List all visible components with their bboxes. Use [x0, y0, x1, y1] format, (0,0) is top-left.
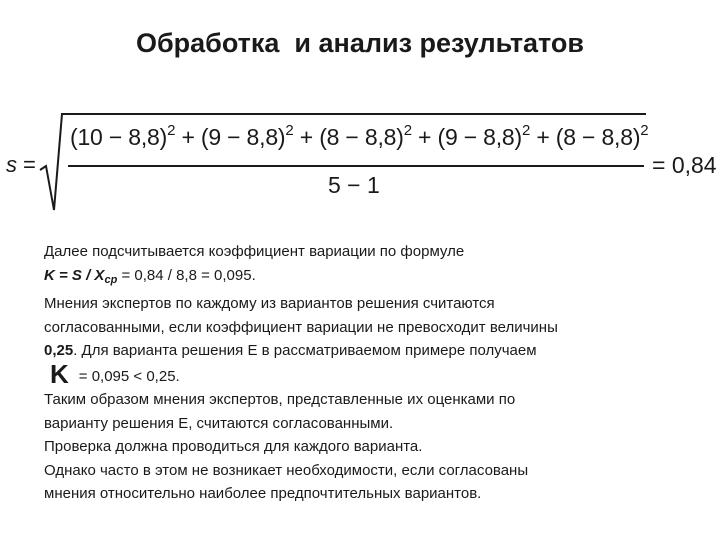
term-4: $(9 - 8,8)^2$	[437, 122, 531, 150]
std-deviation-formula	[6, 108, 718, 220]
text-line-9: Проверка должна проводиться для каждого варианта.	[44, 438, 423, 455]
text-line-1: Далее подсчитывается коэффициент вариации по формуле	[44, 243, 465, 260]
formula-denominator: 5 − 1	[328, 172, 380, 198]
slide-title: Обработка и анализ результатов	[135, 28, 585, 58]
term-3: $(8 - 8,8)^2$	[319, 122, 412, 150]
text-line-7: Таким образом мнения экспертов, представленные их оценками по	[44, 391, 516, 408]
text-line-2: $K = S / X_{ср} = 0,84 / 8,8 = 0,095$.	[44, 266, 256, 286]
text-line-3: Мнения экспертов по каждому из вариантов решения считаются	[44, 295, 495, 312]
text-line-5: 0,25. Для варианта решения Е в рассматриваемом примере получаем	[44, 342, 537, 359]
term-5: $(8 - 8,8)^2$	[555, 122, 649, 150]
term-2: $(9 - 8,8)^2$	[200, 122, 294, 150]
formula-lhs: s	[6, 152, 17, 177]
text-line-4: согласованными, если коэффициент вариации не превосходит величины	[44, 318, 558, 336]
body-text	[44, 240, 704, 506]
text-line-11: мнения относительно наиболее предпочтительных вариантов.	[44, 485, 482, 502]
formula-equals: =	[23, 152, 36, 177]
text-line-8: варианту решения Е, считаются согласованными.	[44, 414, 394, 432]
text-line-10: Однако часто в этом не возникает необходимости, если согласованы	[44, 461, 529, 479]
term-1: $(10 - 8,8)^2$	[70, 122, 176, 150]
text-line-6: K = 0,095 < 0,25.	[50, 358, 180, 389]
formula-numerator: $(10 - 8,8)^2 + (9 - 8,8)^2 + (8 - 8,8)^2 + (9 - 8,8)^2 + (8 - 8,8)^2$	[70, 122, 649, 150]
formula-result: = 0,84	[652, 152, 717, 178]
